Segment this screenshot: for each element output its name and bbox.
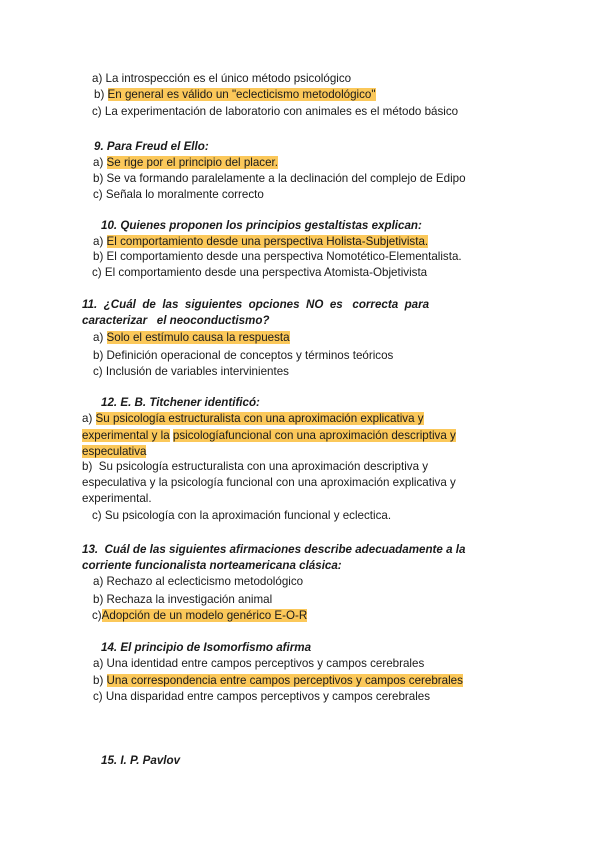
q13-title-line1: 13. Cuál de las siguientes afirmaciones describe adecuadamente a la — [82, 543, 466, 556]
q9-option-b: b) Se va formando paralelamente a la declinación del complejo de Edipo — [93, 172, 466, 185]
q12-option-a-line2 — [82, 428, 456, 443]
q10-option-a: a) El comportamiento desde una perspectiva Holista-Subjetivista. — [93, 235, 429, 248]
q13-option-c: c)Adopción de un modelo genérico E-O-R — [92, 609, 308, 622]
q13-option-b: b) Rechaza la investigación animal — [93, 593, 273, 606]
highlight-answer: El comportamiento desde una perspectiva Holista-Subjetivista. — [106, 235, 429, 248]
q13-title-line2: corriente funcionalista norteamericana clásica: — [82, 559, 342, 572]
q11-option-a: a) Solo el estímulo causa la respuesta — [93, 331, 290, 344]
q14-option-b: b) Una correspondencia entre campos perceptivos y campos cerebrales — [93, 674, 463, 687]
q10-title: 10. Quienes proponen los principios gestaltistas explican: — [101, 219, 422, 232]
q11-option-b: b) Definición operacional de conceptos y términos teóricos — [93, 349, 394, 362]
highlight-answer: especulativa — [82, 445, 147, 458]
highlight-answer: En general es válido un "eclecticismo metodológico" — [107, 88, 376, 101]
q14-option-c: c) Una disparidad entre campos perceptivos y campos cerebrales — [93, 690, 431, 703]
highlight-answer: Adopción de un modelo genérico E-O-R — [101, 609, 308, 622]
q12-option-b-line2: especulativa y la psicología funcional con una aproximación explicativa y — [82, 476, 456, 489]
q11-title-line2: caracterizar el neoconductismo? — [82, 314, 270, 327]
q13-option-a: a) Rechazo al eclecticismo metodológico — [93, 575, 304, 588]
q8-option-b: b) En general es válido un "eclecticismo metodológico" — [94, 88, 376, 101]
q9-title: 9. Para Freud el Ello: — [94, 140, 209, 153]
q14-title: 14. El principio de Isomorfismo afirma — [101, 641, 312, 654]
q12-option-b-line1: b) Su psicología estructuralista con una aproximación descriptiva y — [82, 460, 429, 473]
q11-title-line1: 11. ¿Cuál de las siguientes opciones NO es correcta para — [82, 298, 430, 311]
q8-option-c: c) La experimentación de laboratorio con animales es el método básico — [92, 105, 459, 118]
highlight-answer: Su psicología estructuralista con una aproximación explicativa y — [95, 412, 424, 425]
q12-option-b-line3: experimental. — [82, 492, 152, 505]
q9-option-c: c) Señala lo moralmente correcto — [93, 188, 264, 201]
highlight-answer: experimental y la — [82, 429, 170, 442]
q11-option-c: c) Inclusión de variables intervinientes — [93, 365, 289, 378]
q10-option-b: b) El comportamiento desde una perspectiva Nomotético-Elementalista. — [93, 250, 462, 263]
q12-option-a-line1: a) Su psicología estructuralista con una aproximación explicativa y — [82, 412, 424, 425]
highlight-answer: psicologíafuncional con una aproximación descriptiva y — [172, 429, 456, 442]
q12-title: 12. E. B. Titchener identificó: — [101, 396, 260, 409]
q12-option-c: c) Su psicología con la aproximación funcional y eclectica. — [92, 509, 392, 522]
q15-title: 15. I. P. Pavlov — [101, 754, 181, 767]
q12-option-a-line3 — [82, 444, 146, 459]
q8-option-a: a) La introspección es el único método psicológico — [92, 72, 352, 85]
q9-option-a: a) Se rige por el principio del placer. — [93, 156, 278, 169]
highlight-answer: Solo el estímulo causa la respuesta — [106, 331, 290, 344]
highlight-answer: Una correspondencia entre campos perceptivos y campos cerebrales — [106, 674, 463, 687]
highlight-answer: Se rige por el principio del placer. — [106, 156, 278, 169]
q14-option-a: a) Una identidad entre campos perceptivos y campos cerebrales — [93, 657, 425, 670]
q10-option-c: c) El comportamiento desde una perspectiva Atomista-Objetivista — [92, 266, 428, 279]
